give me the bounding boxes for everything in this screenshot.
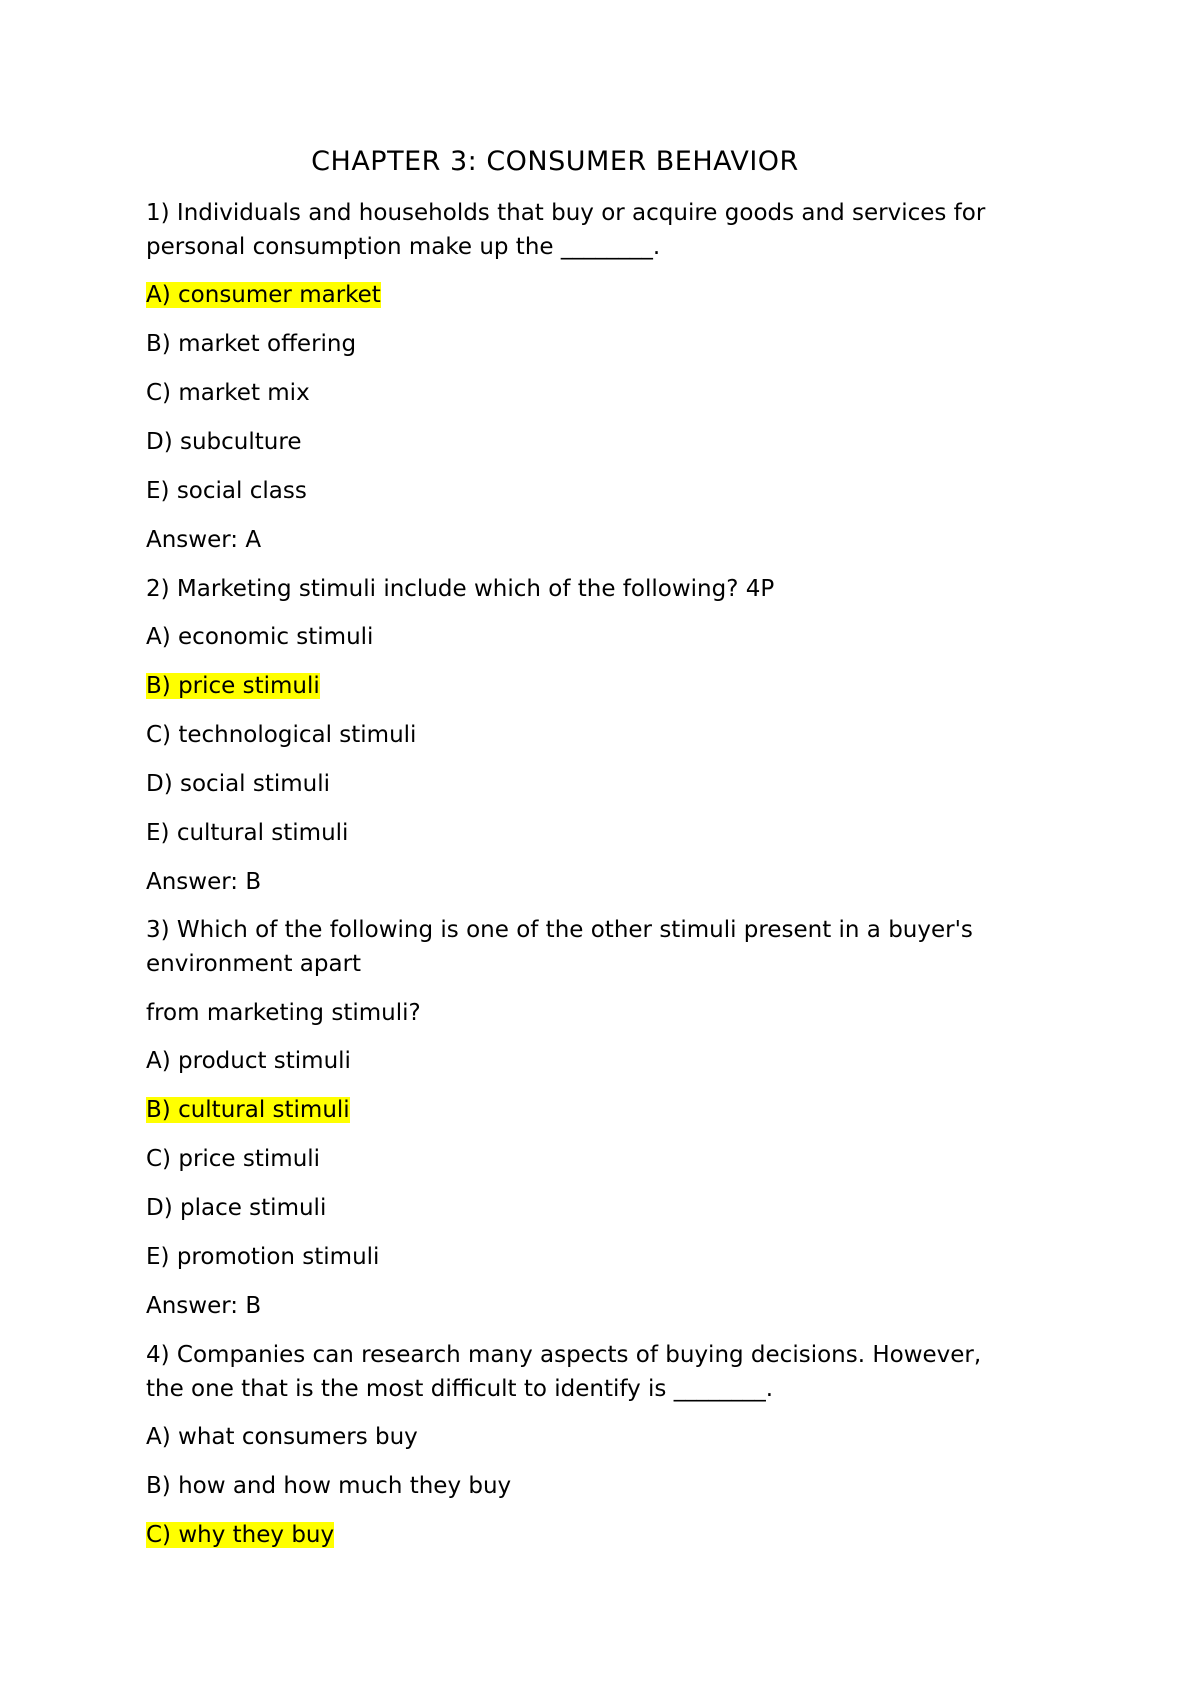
question-1-option-a <box>146 279 381 312</box>
question-3-option-b <box>146 1094 350 1127</box>
question-3-option-d: D) place stimuli <box>146 1195 327 1221</box>
highlighted-answer: A) consumer market <box>146 282 381 308</box>
question-1-answer: Answer: A <box>146 527 262 553</box>
question-2-option-e: E) cultural stimuli <box>146 820 349 846</box>
question-2-option-b <box>146 670 320 703</box>
question-2-option-d: D) social stimuli <box>146 771 331 797</box>
question-3-text-line-3: from marketing stimuli? <box>146 1000 421 1026</box>
question-1-option-b: B) market offering <box>146 331 357 357</box>
question-3-option-e: E) promotion stimuli <box>146 1244 380 1270</box>
question-4-text-line-2: the one that is the most difficult to identify is ________. <box>146 1376 774 1402</box>
question-4-option-a: A) what consumers buy <box>146 1424 418 1450</box>
question-1-text-line-1: 1) Individuals and households that buy or acquire goods and services for <box>146 200 986 226</box>
question-3-text-line-2: environment apart <box>146 951 362 977</box>
question-4-option-c <box>146 1519 334 1552</box>
document-title: CHAPTER 3: CONSUMER BEHAVIOR <box>311 146 799 177</box>
question-4-option-b: B) how and how much they buy <box>146 1473 512 1499</box>
question-3-option-a: A) product stimuli <box>146 1048 351 1074</box>
question-3-option-c: C) price stimuli <box>146 1146 321 1172</box>
question-1-option-d: D) subculture <box>146 429 302 455</box>
question-1-text-line-2: personal consumption make up the ________. <box>146 234 661 260</box>
question-2-option-a: A) economic stimuli <box>146 624 374 650</box>
question-1-option-e: E) social class <box>146 478 307 504</box>
highlighted-answer: B) price stimuli <box>146 673 320 699</box>
question-3-answer: Answer: B <box>146 1293 262 1319</box>
question-1-option-c: C) market mix <box>146 380 310 406</box>
question-2-answer: Answer: B <box>146 869 262 895</box>
highlighted-answer: C) why they buy <box>146 1522 335 1548</box>
question-3-text-line-1: 3) Which of the following is one of the other stimuli present in a buyer's <box>146 917 973 943</box>
question-2-text-line-1: 2) Marketing stimuli include which of the following? 4P <box>146 576 775 602</box>
question-2-option-c: C) technological stimuli <box>146 722 417 748</box>
highlighted-answer: B) cultural stimuli <box>146 1097 350 1123</box>
question-4-text-line-1: 4) Companies can research many aspects of buying decisions. However, <box>146 1342 982 1368</box>
